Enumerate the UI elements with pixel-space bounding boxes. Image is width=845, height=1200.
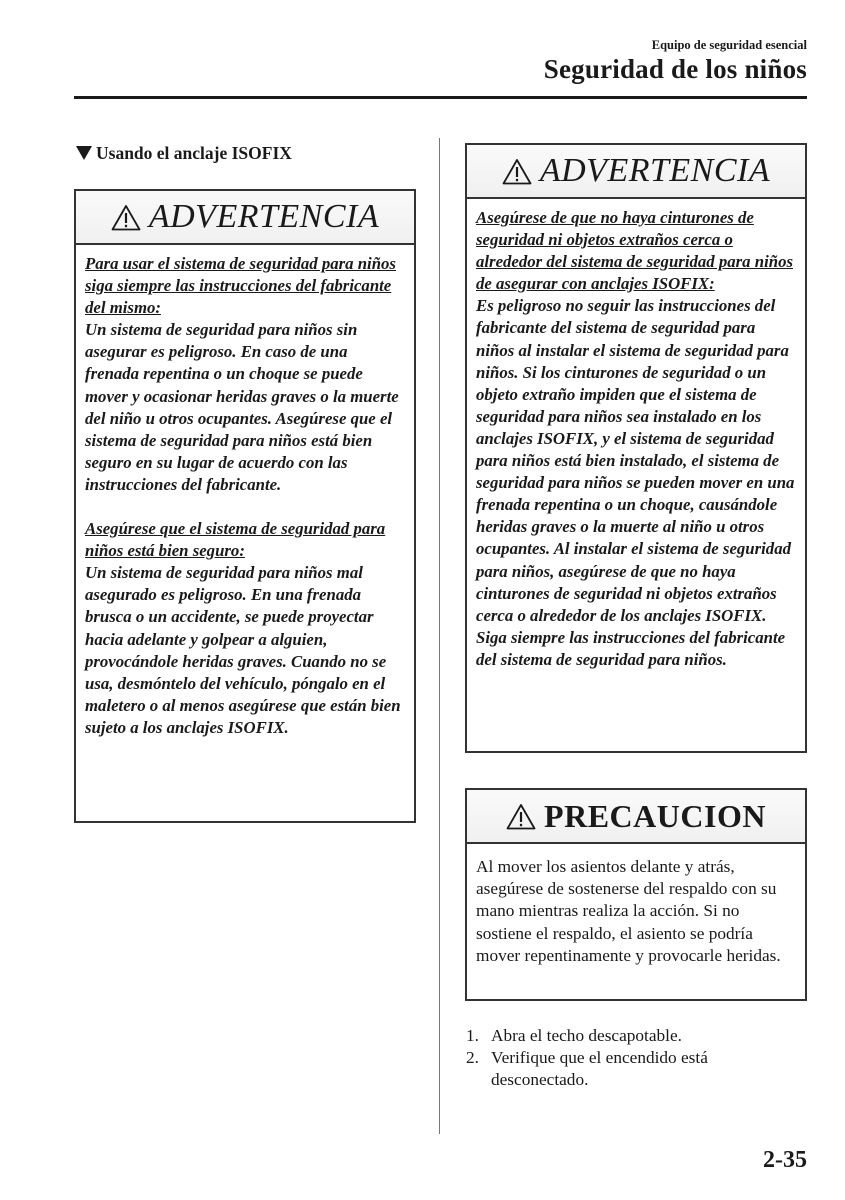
warning-para1-text: Un sistema de seguridad para niños sin asegurar es peligroso. En caso de una frenada repentina o un choque se puede mover y ocasionar heridas graves o la muerte del niño u otros ocupantes. Asegúrese que el sistema de seguridad para niños está bien seguro en su lugar de acuerdo con las instrucciones del fabricante. (85, 320, 399, 494)
section-heading (76, 143, 292, 164)
column-divider (439, 138, 440, 1134)
warning-box-left-header (76, 191, 414, 245)
warning-para2-text: Un sistema de seguridad para niños mal asegurado es peligroso. En una frenada brusca o un accidente, se puede proyectar hacia adelante y golpear a alguien, provocándole heridas graves. Cuando no se usa, desmóntelo del vehículo, póngalo en el maletero o al menos asegúrese que están bien sujeto a los anclajes ISOFIX. (85, 563, 401, 737)
warning-box-left-body (76, 245, 414, 747)
warning-para1-title: Para usar el sistema de seguridad para niños siga siempre las instrucciones del fabricante del mismo: (85, 254, 396, 318)
warning-triangle-icon (506, 803, 536, 830)
step-text: Abra el techo descapotable. (491, 1026, 682, 1045)
caution-title: PRECAUCION (544, 797, 766, 834)
warning-box-right-body (467, 199, 805, 679)
warning-title: ADVERTENCIA (539, 152, 771, 189)
warning-triangle-icon (502, 158, 532, 185)
caution-box (465, 788, 807, 1001)
warning-para2-title: Asegúrese que el sistema de seguridad para niños está bien seguro: (85, 519, 386, 561)
warning-box-right (465, 143, 807, 753)
list-item (466, 1047, 806, 1091)
section-label: Equipo de seguridad esencial (651, 38, 807, 52)
step-text: Verifique que el encendido está desconectado. (491, 1048, 708, 1090)
section-heading-text: Usando el anclaje ISOFIX (96, 143, 292, 163)
warning-triangle-icon (111, 204, 141, 231)
step-number: 1. (466, 1026, 479, 1045)
step-list (466, 1025, 806, 1092)
caution-box-header (467, 790, 805, 844)
warning-box-left (74, 189, 416, 823)
warning-para-text: Es peligroso no seguir las instrucciones del fabricante del sistema de seguridad para niños al instalar el sistema de seguridad para niños. Si los cinturones de seguridad o un objeto extraño impiden que el sistema de seguridad para niños sea instalado en los anclajes ISOFIX, y el sistema de seguridad para niños está bien instalado, el sistema de seguridad para niños se pueden mover en una frenada repentina o un choque, causándole heridas graves o la muerte al niño u otros ocupantes. Al instalar el sistema de seguridad para niños, asegúrese de que no haya cinturones de seguridad ni objetos extraños cerca o alrededor de los anclajes ISOFIX. Siga siempre las instrucciones del fabricante del sistema de seguridad para niños. (476, 296, 795, 669)
list-item (466, 1025, 806, 1047)
caution-box-body (467, 844, 805, 977)
triangle-bullet-icon (76, 146, 92, 160)
page-number: 2-35 (763, 1147, 807, 1173)
header-rule (74, 96, 807, 99)
warning-para-title: Asegúrese de que no haya cinturones de seguridad ni objetos extraños cerca o alrededor del sistema de seguridad para niños de asegurar con anclajes ISOFIX: (476, 208, 793, 294)
caution-text: Al mover los asientos delante y atrás, asegúrese de sostenerse del respaldo con su mano mientras realiza la acción. Si no sostiene el respaldo, el asiento se podría mover repentinamente y provocarle heridas. (476, 857, 781, 965)
page-title: Seguridad de los niños (543, 54, 807, 84)
warning-title: ADVERTENCIA (148, 198, 380, 235)
warning-box-right-header (467, 145, 805, 199)
step-number: 2. (466, 1048, 479, 1068)
